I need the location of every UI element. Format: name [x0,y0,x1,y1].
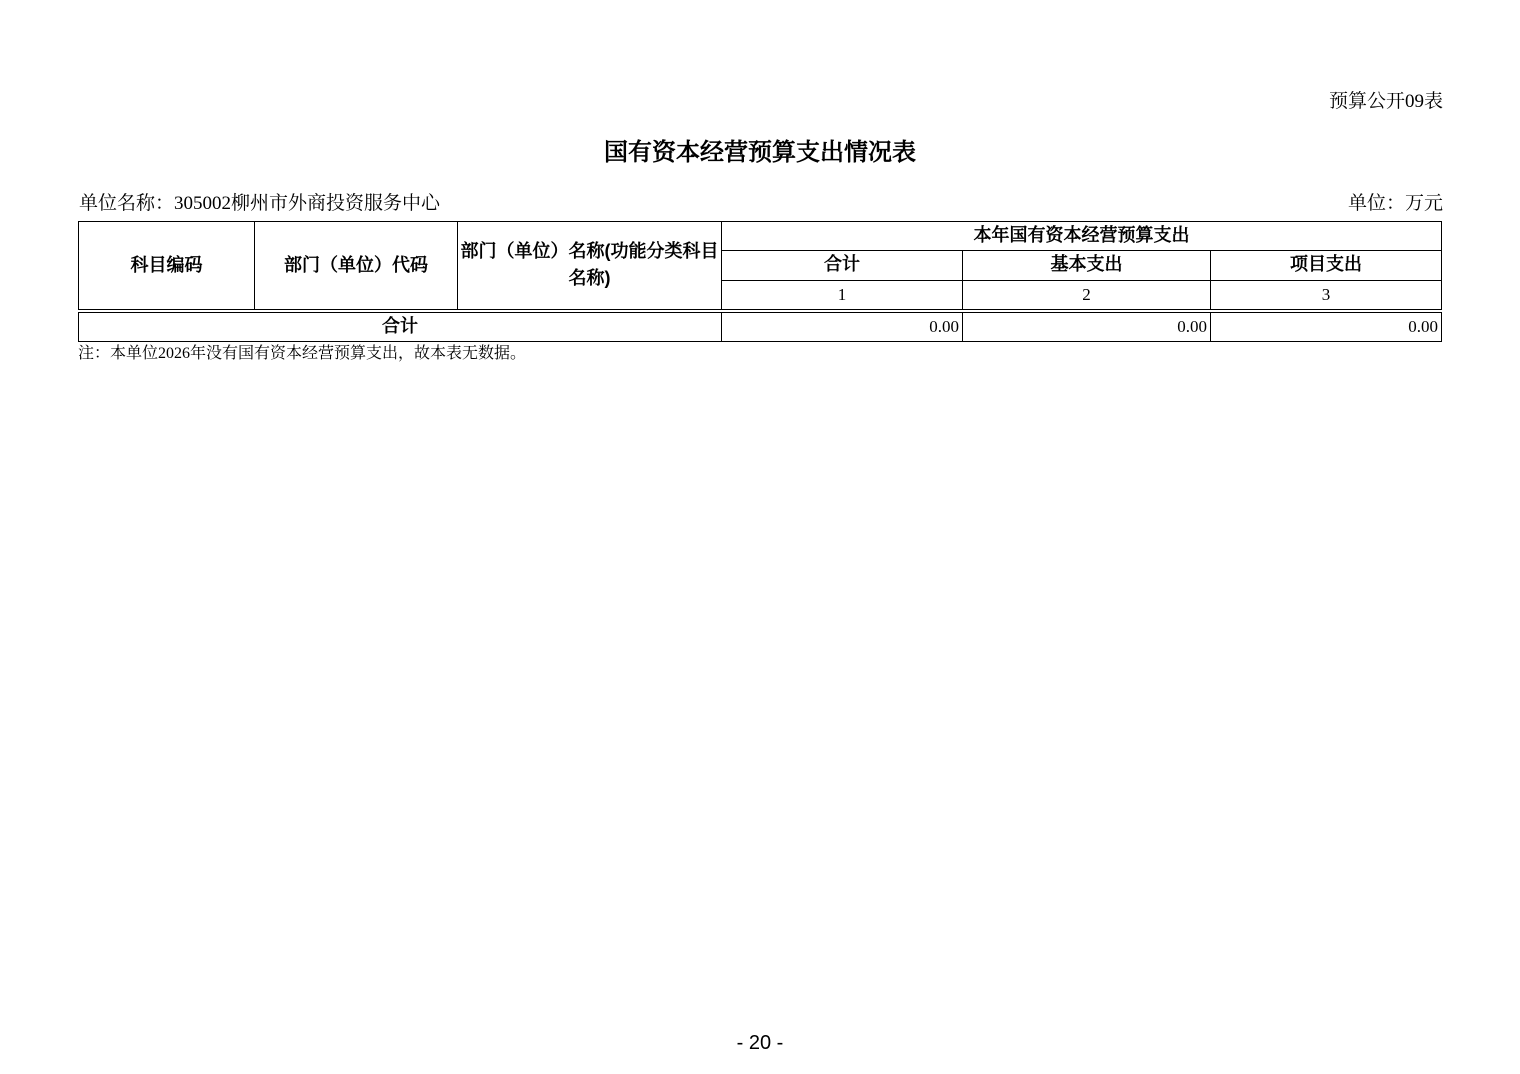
header-row-group [79,222,1442,251]
header-basic-expenditure: 基本支出 [963,250,1211,280]
meta-row [79,188,1443,215]
header-dept-code: 部门（单位）代码 [255,222,458,311]
page-title: 国有资本经营预算支出情况表 [604,139,916,166]
header-total: 合计 [722,250,963,280]
header-group-current-year-expenditure: 本年国有资本经营预算支出 [722,222,1442,251]
table-row-total [79,311,1442,341]
unit-measure-label: 单位：万元 [1347,193,1443,214]
column-number-3: 3 [1211,280,1442,311]
row-total-label: 合计 [79,311,722,341]
budget-table [78,221,1442,342]
unit-name-label: 单位名称：305002柳州市外商投资服务中心 [79,193,441,214]
doc-code-label: 预算公开09表 [1328,91,1443,112]
page-number: - 20 - [736,1032,784,1054]
header-subject-code: 科目编码 [79,222,255,311]
row-basic-value: 0.00 [963,311,1211,341]
column-number-2: 2 [963,280,1211,311]
header-project-expenditure: 项目支出 [1211,250,1442,280]
column-number-1: 1 [722,280,963,311]
footnote: 注：本单位2026年没有国有资本经营预算支出，故本表无数据。 [78,345,527,362]
row-total-value: 0.00 [722,311,963,341]
header-dept-name: 部门（单位）名称(功能分类科目名称) [458,222,722,311]
row-project-value: 0.00 [1211,311,1442,341]
